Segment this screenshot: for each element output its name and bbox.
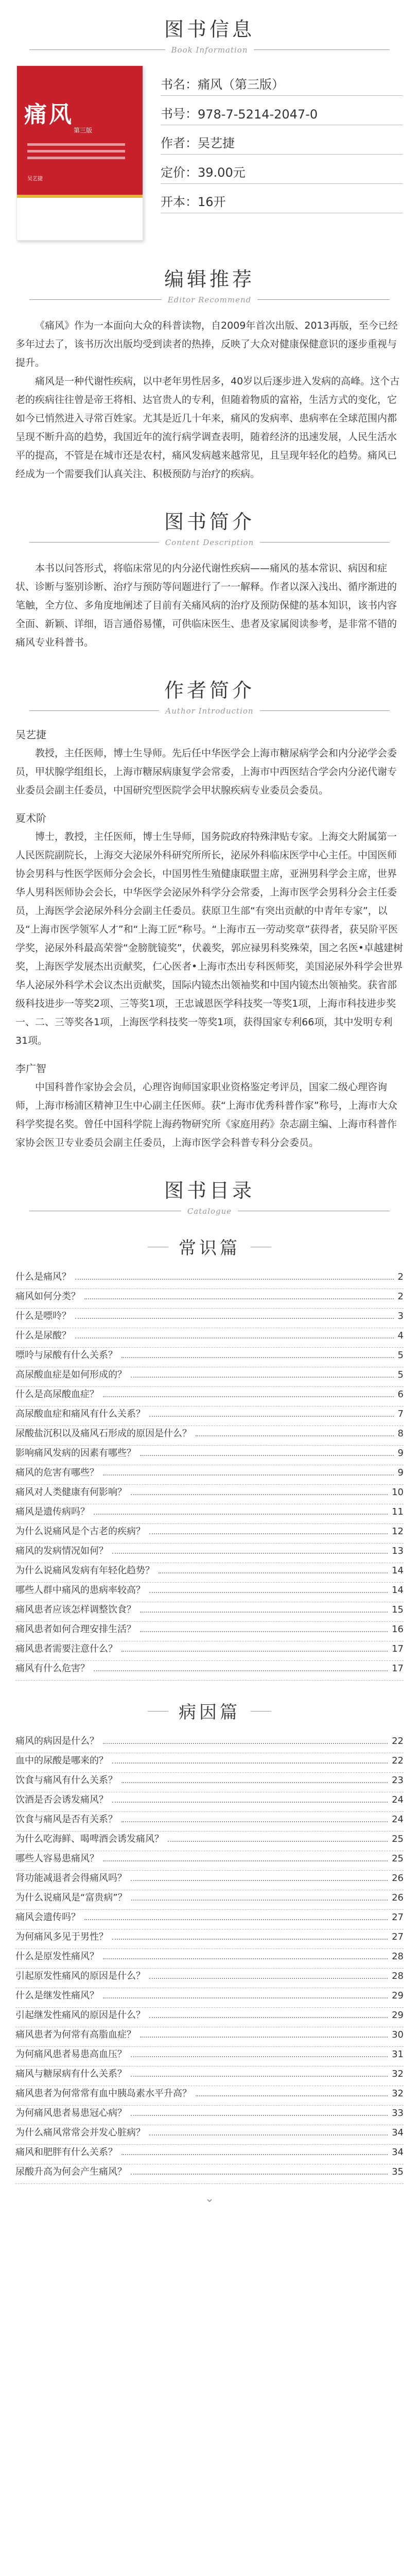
- toc-item-page: 27: [392, 1912, 404, 1923]
- toc-item-label: 什么是原发性痛风？: [15, 1951, 99, 1962]
- toc-item-page: 15: [392, 1604, 404, 1615]
- toc-item-page: 2: [397, 1272, 404, 1282]
- book-info-header: [0, 0, 419, 55]
- toc-leader-dots: [159, 1572, 388, 1573]
- toc-item: [15, 2086, 404, 2106]
- toc-item: [15, 2164, 404, 2184]
- toc-item-page: 14: [392, 1565, 404, 1576]
- info-row-isbn: 书号： 978-7-5214-2047-0: [161, 101, 403, 125]
- toc-item-page: 17: [392, 1643, 404, 1654]
- info-row-author: 作者： 吴艺捷: [161, 130, 403, 155]
- toc-item: [15, 1426, 404, 1446]
- toc-item: [15, 1871, 404, 1890]
- toc-leader-dots: [103, 1396, 394, 1397]
- toc-item: [15, 2125, 404, 2145]
- toc-item-label: 为什么吃海鲜、喝啤酒会诱发痛风？: [15, 1834, 164, 1844]
- toc-item-label: 痛风患者为何常有高脂血症？: [15, 2029, 136, 2040]
- toc-item: [15, 2047, 404, 2066]
- authors-subtitle: Author Introduction: [159, 706, 259, 716]
- toc-item: [15, 1890, 404, 1910]
- toc-leader-dots: [131, 2174, 388, 2175]
- toc-leader-dots: [131, 2076, 388, 2077]
- toc-leader-dots: [75, 1318, 394, 1319]
- toc-section-title: 常识篇: [148, 1234, 271, 1259]
- toc-section-heading: [0, 1681, 419, 1723]
- toc-leader-dots: [168, 1841, 388, 1842]
- toc-item-page: 6: [397, 1389, 404, 1400]
- toc-leader-dots: [112, 1939, 388, 1940]
- book-info-section: [0, 0, 419, 241]
- toc-item-page: 12: [392, 1526, 404, 1537]
- toc-item-page: 9: [397, 1467, 404, 1478]
- toc-item: [15, 1485, 404, 1504]
- info-row-title: 书名： 痛风（第三版）: [161, 72, 403, 96]
- toc-leader-dots: [149, 1533, 388, 1534]
- toc-item-label: 为什么说痛风是个古老的疾病？: [15, 1526, 145, 1537]
- toc-item: [15, 1792, 404, 1812]
- toc-leader-dots: [149, 1416, 394, 1417]
- toc-leader-dots: [140, 1612, 388, 1613]
- toc-leader-dots: [196, 2095, 388, 2096]
- author-name: 吴艺捷: [15, 728, 46, 741]
- toc-item: [15, 1910, 404, 1929]
- toc-leader-dots: [140, 1455, 394, 1456]
- book-info-title: 图书信息: [164, 18, 255, 41]
- toc-leader-dots: [131, 1377, 394, 1378]
- toc-section-heading: [0, 1216, 419, 1259]
- toc-subtitle: Catalogue: [181, 1207, 238, 1216]
- toc-leader-dots: [149, 2134, 388, 2136]
- author-name: 李广智: [15, 1062, 46, 1075]
- toc-item-label: 饮酒是否会诱发痛风？: [15, 1794, 108, 1805]
- toc-item-page: 32: [392, 2069, 404, 2079]
- toc-leader-dots: [131, 1494, 388, 1495]
- toc-item-label: 痛风有什么危害？: [15, 1663, 90, 1674]
- toc-leader-dots: [103, 1743, 388, 1744]
- toc-list: [0, 1259, 419, 1681]
- toc-item-label: 痛风如何分类？: [15, 1291, 80, 1302]
- toc-item: [15, 1851, 404, 1871]
- book-info-list: [143, 65, 403, 241]
- toc-item-label: 饮食与痛风有什么关系？: [15, 1775, 117, 1786]
- toc-section: [0, 1152, 419, 2205]
- toc-leader-dots: [131, 2115, 388, 2116]
- recommend-title: 编辑推荐: [164, 268, 255, 291]
- toc-item-page: 24: [392, 1794, 404, 1805]
- toc-item-page: 2: [397, 1291, 404, 1302]
- toc-leader-dots: [94, 1514, 388, 1515]
- toc-item: [15, 2106, 404, 2125]
- recommend-header: [0, 241, 419, 305]
- toc-item-label: 为什么说痛风是“富贵病”？: [15, 1892, 127, 1903]
- toc-item-page: 34: [392, 2127, 404, 2138]
- toc-leader-dots: [131, 1880, 388, 1881]
- toc-leader-dots: [94, 1670, 388, 1671]
- toc-item-page: 7: [397, 1409, 404, 1419]
- toc-item-page: 35: [392, 2166, 404, 2177]
- toc-leader-dots: [140, 2037, 388, 2038]
- toc-item: [15, 1988, 404, 2008]
- toc-item: [15, 1949, 404, 1969]
- toc-item-page: 32: [392, 2088, 404, 2099]
- toc-item-page: 5: [397, 1369, 404, 1380]
- info-row-format: 开本： 16开: [161, 189, 403, 213]
- toc-leader-dots: [140, 1631, 388, 1632]
- toc-item: [15, 1406, 404, 1426]
- toc-item-label: 什么是继发性痛风？: [15, 1990, 99, 2001]
- toc-item-label: 高尿酸血症是如何形成的？: [15, 1369, 127, 1380]
- toc-leader-dots: [121, 1821, 388, 1822]
- toc-item: [15, 2027, 404, 2047]
- toc-item-label: 什么是高尿酸血症？: [15, 1389, 99, 1400]
- toc-item-page: 16: [392, 1624, 404, 1635]
- toc-item-label: 痛风的病因是什么？: [15, 1736, 99, 1747]
- toc-item: [15, 2066, 404, 2086]
- toc-item-page: 34: [392, 2147, 404, 2158]
- toc-item: [15, 1289, 404, 1309]
- toc-item-label: 血中的尿酸是哪来的？: [15, 1755, 108, 1766]
- recommend-paragraph: 《痛风》作为一本面向大众的科普读物，自2009年首次出版、2013再版，至今已经多年过去了，该书历次出版均受到读者的热捧，反映了大众对健康保健意识的逐步重视与提升。: [15, 320, 398, 368]
- toc-item-label: 尿酸盐沉积以及痛风石形成的原因是什么？: [15, 1428, 191, 1439]
- author-bio: 中国科普作家协会会员，心理咨询师国家职业资格鉴定考评员，国家二级心理咨询师，上海市杨浦区精神卫生中心副主任医师。获“上海市优秀科普作家”称号，上海市大众科学奖提名奖。曾任中国科学院上海药物研究所《家庭用药》杂志副主编、上海市科普作家协会医卫专业委员会副主任委员，上海市医学会科普专科分会委员。: [15, 1081, 397, 1148]
- toc-item-label: 饮食与痛风是否有关系？: [15, 1814, 117, 1825]
- toc-container: [0, 1216, 419, 2184]
- summary-title: 图书简介: [164, 511, 255, 533]
- toc-item-page: 22: [392, 1736, 404, 1747]
- toc-item: [15, 1812, 404, 1832]
- info-row-price: 定价： 39.00元: [161, 160, 403, 184]
- recommend-section: [0, 241, 419, 483]
- recommend-paragraph: 痛风是一种代谢性疾病，以中老年男性居多，40岁以后逐步进入发病的高峰。这个古老的疾病往往曾是帝王将相、达官贵人的专利，但随着物质的富裕，生活方式的变化，它如今已悄然进入寻常百姓家。尤其是近几十年来，痛风的发病率、患病率在全球范围内都呈现不断升高的趋势，我国近年的流行病学调查表明，随着经济的迅速发展，人民生活水平的提高，不管是在城市还是农村，痛风发病越来越常见，且呈现年轻化的趋势。痛风已经成为一个需要我们认真关注、积极预防与治疗的疾病。: [15, 376, 400, 480]
- toc-leader-dots: [121, 2154, 388, 2155]
- toc-leader-dots: [121, 1782, 388, 1783]
- toc-item-page: 29: [392, 2010, 404, 2021]
- toc-item: [15, 1602, 404, 1622]
- book-cover-image: [16, 65, 143, 241]
- toc-leader-dots: [103, 1860, 388, 1861]
- authors-section: [0, 652, 419, 1152]
- toc-item: [15, 1328, 404, 1348]
- toc-leader-dots: [112, 1762, 388, 1764]
- toc-leader-dots: [84, 1298, 394, 1299]
- authors-header: [0, 652, 419, 716]
- cover-edition: 第三版: [74, 127, 93, 134]
- toc-item-page: 25: [392, 1834, 404, 1844]
- toc-item-page: 10: [392, 1487, 404, 1498]
- toc-item: [15, 1734, 404, 1753]
- toc-item-page: 25: [392, 1853, 404, 1864]
- toc-item-page: 11: [392, 1506, 404, 1517]
- toc-item-label: 为何痛风患者易患冠心病？: [15, 2108, 127, 2119]
- summary-section: [0, 483, 419, 652]
- toc-leader-dots: [131, 2056, 388, 2057]
- toc-item-label: 肾功能减退者会得痛风吗？: [15, 1873, 127, 1884]
- toc-item-label: 引起继发性痛风的原因是什么？: [15, 2010, 145, 2021]
- toc-leader-dots: [75, 1279, 394, 1280]
- toc-item-page: 4: [397, 1330, 404, 1341]
- toc-item-page: 26: [392, 1873, 404, 1884]
- book-info-subtitle: Book Information: [165, 45, 254, 55]
- toc-item-label: 影响痛风发病的因素有哪些？: [15, 1448, 136, 1459]
- toc-item-label: 为什么痛风常常会并发心脏病？: [15, 2127, 145, 2138]
- toc-item-label: 高尿酸血症和痛风有什么关系？: [15, 1409, 145, 1419]
- toc-title: 图书目录: [164, 1179, 255, 1202]
- toc-leader-dots: [103, 1997, 388, 1998]
- toc-item-label: 为何痛风患者易患高血压？: [15, 2049, 127, 2060]
- summary-header: [0, 483, 419, 548]
- toc-item-page: 13: [392, 1546, 404, 1556]
- toc-item-page: 9: [397, 1448, 404, 1459]
- author-entry: [0, 716, 419, 800]
- toc-item-label: 嘌呤与尿酸有什么关系？: [15, 1350, 117, 1361]
- toc-item: [15, 1367, 404, 1387]
- toc-item: [15, 1753, 404, 1773]
- toc-item: [15, 1583, 404, 1602]
- toc-item-label: 痛风的危害有哪些？: [15, 1467, 99, 1478]
- recommend-subtitle: Editor Recommend: [162, 295, 258, 304]
- toc-item-label: 痛风患者为何常常有血中胰岛素水平升高？: [15, 2088, 191, 2099]
- toc-item: [15, 1465, 404, 1485]
- toc-item-label: 痛风患者如何合理安排生活？: [15, 1624, 136, 1635]
- toc-item: [15, 1269, 404, 1289]
- toc-leader-dots: [103, 1475, 394, 1476]
- chevron-down-icon: ⌄: [204, 2192, 215, 2205]
- toc-leader-dots: [103, 1958, 388, 1959]
- toc-item-label: 痛风的发病情况如何？: [15, 1546, 108, 1556]
- toc-item-label: 尿酸升高为何会产生痛风？: [15, 2166, 127, 2177]
- toc-item: [15, 1504, 404, 1524]
- toc-item: [15, 2145, 404, 2164]
- toc-leader-dots: [112, 1553, 388, 1554]
- toc-item-label: 为何痛风多见于男性？: [15, 1931, 108, 1942]
- toc-leader-dots: [112, 1802, 388, 1803]
- author-name: 夏术阶: [15, 812, 46, 824]
- toc-item-page: 17: [392, 1663, 404, 1674]
- toc-item-page: 33: [392, 2108, 404, 2119]
- toc-item-page: 24: [392, 1814, 404, 1825]
- toc-item: [15, 1544, 404, 1563]
- toc-item-page: 28: [392, 1951, 404, 1962]
- toc-item-label: 痛风和肥胖有什么关系？: [15, 2147, 117, 2158]
- toc-item: [15, 2008, 404, 2027]
- cover-title: 痛风: [24, 101, 74, 128]
- summary-paragraph: 本书以问答形式，将临床常见的内分泌代谢性疾病——痛风的基本常识、病因和症状、诊断与鉴别诊断、治疗与预防等问题进行了一一解释。作者以深入浅出、循序渐进的笔触，全方位、多角度地阐述了目前有关痛风病的治疗及预防保健的基本知识，该书内容全面、新颖、详细，语言通俗易懂，可供临床医生、患者及家属阅读参考，是非常不错的痛风专业科普书。: [15, 563, 397, 648]
- author-bio: 博士，教授，主任医师，博士生导师，国务院政府特殊津贴专家。上海交大附属第一人民医院副院长，上海交大泌尿外科研究所所长，泌尿外科临床医学中心主任。中国医师协会男科与性医学医师分会会长，中国男性生殖健康联盟主席，亚洲男科学会主席，世界华人男科医师协会会长，中华医学会泌尿外科学分会常委，上海市医学会男科分会主任委员，上海医学会泌尿外科分会副主任委员。获原卫生部“有突出贡献的中青年专家”，以及“上海市医学领军人才”和“上海工匠”称号。“上海市五一劳动奖章”获得者，获吴阶平医学奖，泌尿外科最高荣誉“金膀胱镜奖”，伏羲奖，郭应禄男科奖殊荣，国之名医•卓越建树奖，上海医学发展杰出贡献奖，仁心医者•上海市杰出专科医师奖，美国泌尿外科学会世界华人泌尿外科学术会议杰出贡献奖，国际内镜杰出领袖奖和中国内镜杰出领袖奖。获省部级科技进步一等奖2项、三等奖1项，王忠诚恩医学科技奖一等奖1项，上海市科技进步奖一、二、三等奖各1项，上海医学科技奖一等奖1项，获得国家专利66项，其中发明专利31项。: [15, 831, 403, 1046]
- toc-item: [15, 1446, 404, 1465]
- author-entry: [0, 800, 419, 1050]
- toc-item-page: 22: [392, 1755, 404, 1766]
- toc-item: [15, 1929, 404, 1949]
- author-bio: 教授，主任医师，博士生导师。先后任中华医学会上海市糖尿病学会和内分泌学会委员，甲状腺学组组长，上海市糖尿病康复学会常委，上海市中西医结合学会内分泌代谢专业委员会副主任委员，中国研究型医院学会甲状腺疾病专业委员会委员。: [15, 748, 397, 796]
- toc-item: [15, 1773, 404, 1792]
- toc-item-label: 什么是尿酸？: [15, 1330, 71, 1341]
- toc-item: [15, 1563, 404, 1583]
- toc-item: [15, 1832, 404, 1851]
- toc-leader-dots: [149, 1592, 388, 1593]
- toc-item-label: 痛风会遗传吗？: [15, 1912, 80, 1923]
- toc-leader-dots: [196, 1435, 394, 1436]
- toc-section-title: 病因篇: [148, 1698, 271, 1723]
- toc-item-label: 哪些人群中痛风的患病率较高？: [15, 1585, 145, 1596]
- book-info-block: [0, 55, 419, 241]
- authors-title: 作者简介: [164, 679, 255, 702]
- toc-item-page: 28: [392, 1971, 404, 1981]
- toc-leader-dots: [75, 1337, 394, 1338]
- toc-item-page: 29: [392, 1990, 404, 2001]
- toc-item-label: 什么是嘌呤？: [15, 1311, 71, 1321]
- toc-leader-dots: [149, 1978, 388, 1979]
- toc-item-page: 23: [392, 1775, 404, 1786]
- toc-item: [15, 1387, 404, 1406]
- toc-item-label: 痛风与糖尿病有什么关系？: [15, 2069, 127, 2079]
- toc-item-label: 痛风对人类健康有何影响？: [15, 1487, 127, 1498]
- toc-item: [15, 1661, 404, 1681]
- toc-item: [15, 1622, 404, 1641]
- toc-item-label: 痛风患者应该怎样调整饮食？: [15, 1604, 136, 1615]
- toc-leader-dots: [84, 1919, 388, 1920]
- toc-item: [15, 1348, 404, 1367]
- toc-item-label: 引起原发性痛风的原因是什么？: [15, 1971, 145, 1981]
- toc-item-label: 为什么说痛风发病有年轻化趋势？: [15, 1565, 154, 1576]
- toc-item-page: 27: [392, 1931, 404, 1942]
- toc-item-page: 5: [397, 1350, 404, 1361]
- toc-item-page: 14: [392, 1585, 404, 1596]
- toc-item: [15, 1524, 404, 1544]
- toc-item-label: 痛风是遗传病吗？: [15, 1506, 90, 1517]
- toc-item-label: 痛风患者需要注意什么？: [15, 1643, 117, 1654]
- toc-leader-dots: [131, 1900, 388, 1901]
- toc-leader-dots: [121, 1651, 388, 1652]
- toc-header: [0, 1152, 419, 1216]
- toc-item: [15, 1641, 404, 1661]
- toc-item-page: 31: [392, 2049, 404, 2060]
- toc-item-label: 哪些人容易患痛风？: [15, 1853, 99, 1864]
- cover-author: 吴艺捷: [27, 176, 43, 182]
- toc-item-page: 3: [397, 1311, 404, 1321]
- toc-item: [15, 1969, 404, 1988]
- toc-item-page: 26: [392, 1892, 404, 1903]
- toc-leader-dots: [121, 1357, 394, 1358]
- toc-item-page: 30: [392, 2029, 404, 2040]
- toc-item-label: 什么是痛风？: [15, 1272, 71, 1282]
- toc-item-page: 8: [397, 1428, 404, 1439]
- summary-subtitle: Content Description: [159, 538, 260, 547]
- toc-leader-dots: [149, 2017, 388, 2018]
- toc-item: [15, 1309, 404, 1328]
- author-entry: [0, 1050, 419, 1152]
- toc-list: [0, 1723, 419, 2184]
